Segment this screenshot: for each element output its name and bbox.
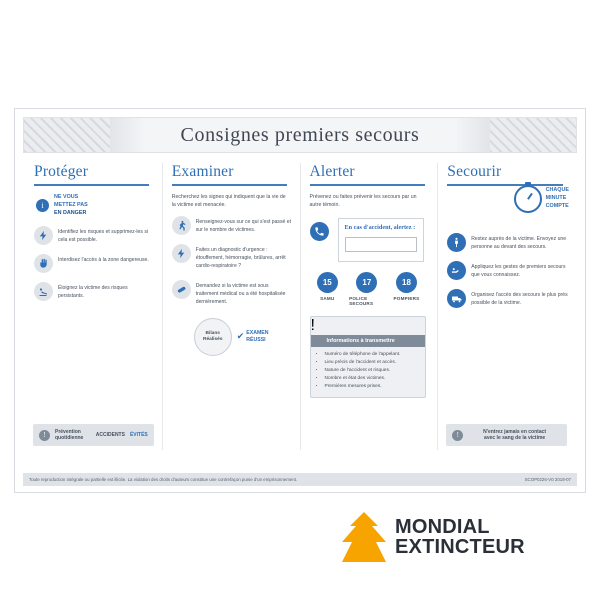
column-examiner (162, 163, 300, 450)
hatch-pattern-right (490, 118, 576, 152)
alert-box-title: En cas d'accident, alertez : (344, 224, 416, 232)
blood-warning-pill (446, 424, 567, 446)
column-intro: Recherchez les signes qui indiquent que la vie de la victime est menacée. (171, 194, 286, 209)
info-icon: ! (310, 317, 315, 335)
list-item: • Premières mesures prises. (325, 383, 420, 391)
title-underline (34, 184, 149, 186)
drag-victim-icon (34, 282, 53, 301)
bilans-line-1: Bilans (205, 330, 220, 336)
list-item (34, 254, 155, 273)
list-item (34, 226, 155, 245)
column-title: Secourir (447, 163, 502, 180)
list-item-text: Renseignez-vous sur ce qui s'est passé et sur le nombre de victimes. (195, 219, 292, 234)
list-item: • Lieu précis de l'accident et accès. (325, 359, 420, 367)
info-icon: i (36, 199, 49, 212)
columns-container (25, 163, 575, 450)
exclamation-icon: ! (452, 430, 463, 441)
list-item: • Nombre et état des victimes. (325, 375, 420, 383)
column-title: Alerter (309, 163, 355, 180)
exclamation-icon: ! (39, 430, 50, 441)
pill-right-strong: ÉVITÉS (129, 431, 148, 438)
prevention-footer-pill (33, 424, 154, 446)
page-title: Consignes premiers secours (165, 124, 436, 147)
lightning-icon (34, 226, 53, 245)
list-item: • Numéro de téléphone de l'appelant. (325, 351, 420, 359)
column-title: Examiner (171, 163, 234, 180)
list-item-text: Demandez si la victime est sous traitement médical ou a été hospitalisée dernièrement. (195, 282, 286, 305)
callout-line-2: METTEZ PAS (54, 202, 88, 209)
list-item (172, 216, 293, 235)
list-item (172, 244, 293, 270)
poster-title-bar (23, 117, 577, 153)
standing-person-icon (447, 233, 466, 252)
chrono-badge (514, 185, 569, 213)
badge-line-3: COMPTE (545, 202, 569, 209)
column-secourir (437, 163, 575, 450)
legal-strip (23, 473, 577, 486)
brand-logo (342, 512, 525, 562)
number-badge: 15 (317, 272, 338, 293)
bilans-result (170, 318, 293, 356)
list-item (447, 289, 568, 308)
callout-line-1: NE VOUS (54, 194, 79, 200)
list-item-text: Restez auprès de la victime. Envoyez une personne au devant des secours. (471, 236, 567, 251)
info-panel-header: Informations à transmettre (311, 335, 426, 347)
list-item-text: Organisez l'accès des secours le plus près possible de la victime. (471, 292, 568, 307)
flame-icon (342, 512, 386, 562)
list-item-text: Interdisez l'accès à la zone dangereuse. (58, 257, 149, 264)
pill-right-small: ACCIDENTS (95, 431, 125, 438)
info-panel (310, 316, 427, 398)
list-item-text: Appliquez les gestes de premiers secours que vous connaissez. (471, 264, 566, 279)
legal-reference: SCOP0226-V0 2018-07 (524, 477, 571, 482)
poster (14, 108, 586, 493)
ambulance-icon (447, 289, 466, 308)
emergency-numbers (310, 272, 425, 306)
alert-phone-input[interactable] (345, 237, 418, 252)
number-label: POMPIERS (393, 296, 420, 302)
lightning-alert-icon (172, 244, 191, 263)
emergency-number-item (349, 272, 385, 306)
number-label: POLICE SECOURS (349, 296, 374, 307)
pill-icon (172, 280, 191, 299)
list-item: • Nature de l'accident et risques. (325, 367, 420, 375)
hatch-pattern-left (24, 118, 110, 152)
alert-box (338, 218, 425, 262)
phone-icon (310, 222, 329, 241)
stopwatch-icon (514, 185, 542, 213)
list-item-text: Éloignez la victime des risques persistants. (58, 285, 128, 300)
bilans-line-2: Réalisés (203, 336, 223, 342)
column-intro: Prévenez ou faites prévenir les secours par un autre témoin. (309, 194, 417, 209)
title-underline (310, 184, 425, 186)
list-item-text: Identifiez les risques et supprimez-les si cela est possible. (58, 229, 149, 244)
hand-stop-icon (34, 254, 53, 273)
running-person-icon (172, 216, 191, 235)
column-title: Protéger (34, 163, 89, 180)
number-label: SAMU (320, 296, 335, 302)
column-alerter (300, 163, 438, 450)
emergency-number-item (310, 272, 346, 306)
warning-line-2: avec le sang de la victime (484, 435, 546, 441)
exam-line-2: RÉUSSI (246, 336, 266, 343)
danger-callout (36, 193, 155, 217)
column-proteger (25, 163, 162, 450)
badge-line-2: MINUTE (545, 195, 567, 202)
exam-line-1: EXAMEN (246, 330, 269, 337)
brand-line-1: MONDIAL (395, 515, 490, 538)
pill-left-text: Prévention quotidienne (55, 428, 84, 441)
title-underline (172, 184, 287, 186)
number-badge: 18 (396, 272, 417, 293)
emergency-number-item (389, 272, 425, 306)
warning-line-1: N'entrez jamais en contact (483, 428, 547, 435)
bilans-circle (194, 318, 232, 356)
callout-line-3: EN DANGER (54, 210, 87, 217)
check-icon: ✔ (236, 331, 245, 342)
list-item-text: Faites un diagnostic d'urgence : étouffement, hémorragie, brûlures, arrêt cardio-respiratoire ? (195, 247, 286, 270)
list-item (172, 280, 293, 306)
first-aid-cpr-icon (447, 261, 466, 280)
list-item (447, 261, 568, 280)
list-item (34, 282, 155, 301)
badge-line-1: CHAQUE (545, 187, 569, 194)
list-item (447, 233, 568, 252)
number-badge: 17 (356, 272, 377, 293)
info-panel-list (311, 351, 426, 391)
brand-line-2: EXTINCTEUR (395, 536, 525, 558)
legal-text: Toute reproduction intégrale ou partielle est illicite. La violation des droits d'auteurs constitue une contrefaçon punie d'un emprisonnement. (29, 477, 298, 482)
